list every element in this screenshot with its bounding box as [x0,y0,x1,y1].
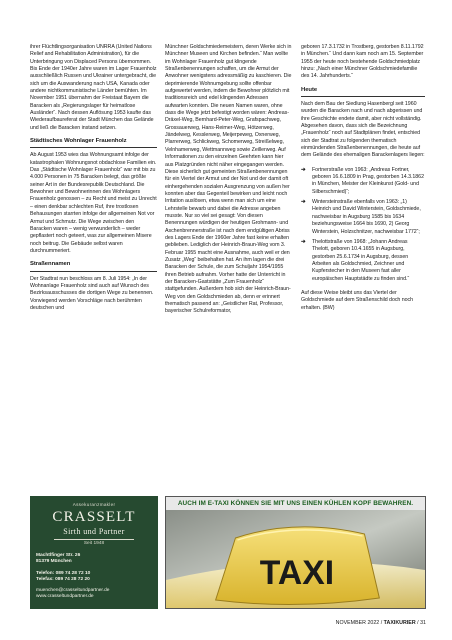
crasselt-since: Seit 1948 [83,541,105,546]
col2-paragraph: Münchner Goldschmiedemeistern, deren Werke sich in Münchner Museen und Kirchen befinden.“ Man wollte im Wohnlager Frauenholz gut klingende Straßenbenennungen schaffen, um die Armut der Anwohner wenigstens adressmäßig zu kaschieren. Die deprimierende Wohnumgebung sollte offenbar aufgewertet werden, indem die Bewohner plötzlich mit traditionsreich und edel klingenden Adressen aufwarten konnten. Die neuen Namen waren, ohne dass die Wege jetzt befestigt worden wären: Andreas-Dräxel-Weg, Bernhard-Peter-Weg, Grafspachweg, Grossauerweg, Hans-Reimer-Weg, Hötzerweg, Jändelweg, Kesslerweg, Meijerpeweg, Oxnerweg, Plarrerweg, Schlickweg, Schomerweg, Streißelweg, Velnhamerweg, Wettmannweg sowie Zeillerweg. Auf Informationen zu den einzelnen Geehrten kann hier aus Platzgründen nicht näher eingegangen werden. Diese sicherlich gut gemeinten Straßenbenennungen für ein Viertel der Armut und der Not und der damit oft einhergehenden sozialen Ausgrenzung von außen her konnten aber das Gegenteil bewirken und leicht noch Irritation auslösen, etwa wenn man sich um eine Lehrstelle bewarb und dabei die Adresse angeben musste. Nur so viel sei gesagt: Von diesen Benennungen würdigen der heutigen Grohmann- und Aschenbrennerstraße ist nach dem endgültigen Abriss des Lagers Ende der 1960er Jahre fast keine erhalten geblieben. Lediglich der Heinrich-Braun-Weg vom 3. Februar 1955 macht eine Ausnahme, auch weil er den Zusatz „Weg“ beibehalten hat. An ihm lagen die drei Baracken der Schule, die zum Schuljahr 1954/1955 ihren Betrieb aufnahm. Vorher hatte der Unterricht in der Baracken-Gaststätte „Zum Frauenholz“ stattgefunden. Außerdem hob sich der Heinrich-Braun-Weg von den Goldschmieden ab, denn er erinnert thematisch passend an: „Geistlicher Rat, Professor, bayerischer Schulreformator, [165,44,292,315]
list-item-text: Thelottstraße von 1968: „Johann Andreas Thelott, geboren 10.4.1655 in Augsburg, gestorben 25.6.1734 in Augsburg, dessen Arbeiten als Goldschmied, Zeichner und Kupferstecher in den Museen fast aller europäischen Hauptstädte zu finden sind.“ [312,238,410,282]
arrow-right-icon: ➔ [301,166,306,173]
taxi-sign-photo [166,510,425,609]
list-item-text: Fortnerstraße von 1963: „Andreas Fortner, geboren 16.6.1809 in Prag, gestorben 14.3.1862 in München, Meister der Kleinkunst (Gold- und Silberschmied)“; [312,166,424,195]
article-column-2 [165,44,292,316]
crasselt-city: 81379 München [36,559,72,565]
footer-magazine: TAXIKURIER [383,620,416,626]
crasselt-email-link[interactable]: muenchen@crasseltundpartner.de [36,588,110,594]
crasselt-divider [54,539,134,540]
taxi-advertisement[interactable] [165,496,426,609]
arrow-right-icon: ➔ [301,199,306,206]
list-item [301,199,425,236]
crasselt-contact-block [30,546,158,601]
crasselt-logo-subtitle: Sirth und Partner [63,527,125,536]
crasselt-phone: Telefon: 089 74 28 72 10 [36,570,91,576]
crasselt-logo-name: CRASSELT [52,509,136,525]
crasselt-street: Machtlfinger Str. 26 [36,553,81,558]
article-column-1 [30,44,157,312]
crasselt-tagline: Assekuranzmakler [72,502,116,507]
list-item-text: Wintersteinstraße ebenfalls von 1963: „1) Heinrich und David Winterstein, Goldschmiede, nachweisbar in Augsburg 1585 bis 1634 beziehungsweise 1664 bis 1690, 2) Georg Winterstein, Holzschnitzer, nachweisbar 1772“; [312,199,421,235]
col1-section1-paragraph: Ab August 1953 wies das Wohnungsamt infolge der katastrophalen Wohnungsnot obdachlose Familien ein. Das „Städtische Wohnlager Frauenholz“ war mit bis zu 4.000 Personen in 75 Baracken belegt, das größte seiner Art in der Bundesrepublik Deutschland. Die Bewohner und Bewohnerinnen des Wohnlagers Frauenholz genossen – zu Recht und meist zu Unrecht – einen denkbar schlechten Ruf, ihre trostlosen Behausungen starrten infolge der allgemeinen Not vor Armut und Schmutz. Die Wege zwischen den Baracken waren – wenig verwunderlich – weder gepflastert noch geteert, was zur allgemeinen Misere noch beitrug. Die Gebäude selbst waren durchnummeriert. [30,152,157,254]
page-number: 31 [420,620,426,626]
crasselt-fax: Telefax: 089 74 28 72 20 [36,576,90,582]
article-column-3 [301,44,425,312]
page-footer [300,620,426,626]
footer-separator: / [380,620,384,626]
arrow-right-icon: ➔ [301,238,306,245]
list-item [301,239,425,283]
street-list [301,167,425,283]
col1-section2-paragraph: Der Stadtrat nun beschloss am 8. Juli 1954: „In der Wohnanlage Frauenholz sind auch auf Wunsch des Bezirksausschusses die dortigen Wege zu benennen. Vorwiegend werden Vorschläge nach berühmten deutschen und [30,275,154,311]
crasselt-advertisement[interactable] [30,496,158,609]
section-heading-heute: Heute [301,87,425,97]
footer-separator: / [417,620,421,626]
section-heading-strassennamen: Straßennamen [30,261,157,271]
list-item [301,167,425,196]
crasselt-web-link[interactable]: www.crasseltundpartner.de [36,594,94,600]
section-heading-wohnlager: Städtisches Wohnlager Frauenholz [30,138,157,148]
footer-issue: NOVEMBER 2022 [335,620,380,626]
taxi-sign-text: TAXI [259,553,335,593]
col3-section-paragraph: Nach dem Bau der Siedlung Hasenbergl seit 1960 wurden die Baracken nach und nach abgerissen und ihre Geschichte endete damit, aber nicht vollständig. Abgesehen davon, dass sich die Bezeichnung „Frauenholz“ noch auf Stadtplänen findet, entschied sich der Stadtrat zu folgenden thematisch einmündenden Straßenbenennungen, die heute auf dem Gelände des ehemaligen Barackenlagers liegen: [301,101,425,159]
col1-intro-paragraph: ihrer Flüchtlingsorganisation UNRRA (United Nations Relief and Rehabilitation Administration), für die Unterbringung von Displaced Persons übernommen. Bis Ende der 1940er Jahre waren im Lager Frauenholz ausschließlich Russen und Ukrainer untergebracht, die sich um die Auswanderung nach USA, Kanada oder andere nichtkommunistische Länder bemühten. Im November 1951 übernahm der Freistaat Bayern die Baracken als „Regierungslager für heimatlose Ausländer“. Nach dessen Auflösung 1953 kaufte das Wiederaufbaureferat der Stadt München das Gelände und ließ die Baracken instand setzen. [30,44,157,131]
col3-closing-paragraph: Auf diese Weise bleibt uns das Viertel der Goldschmiede auf dem Straßenschild doch noch erhalten. (BW) [301,289,414,311]
taxi-ad-headline: AUCH IM E-TAXI KÖNNEN SIE MIT UNS EINEN KÜHLEN KOPF BEWAHREN. [166,497,425,510]
col3-intro-paragraph: geboren 17.3.1732 in Trostberg, gestorben 8.11.1792 in München.“ Und dann kam noch am 15. September 1955 der heute noch bestehende Goldschmiedplatz hinzu: „Nach einer Münchner Goldschmiedefamilie des 14. Jahrhunderts.“ [301,44,424,80]
